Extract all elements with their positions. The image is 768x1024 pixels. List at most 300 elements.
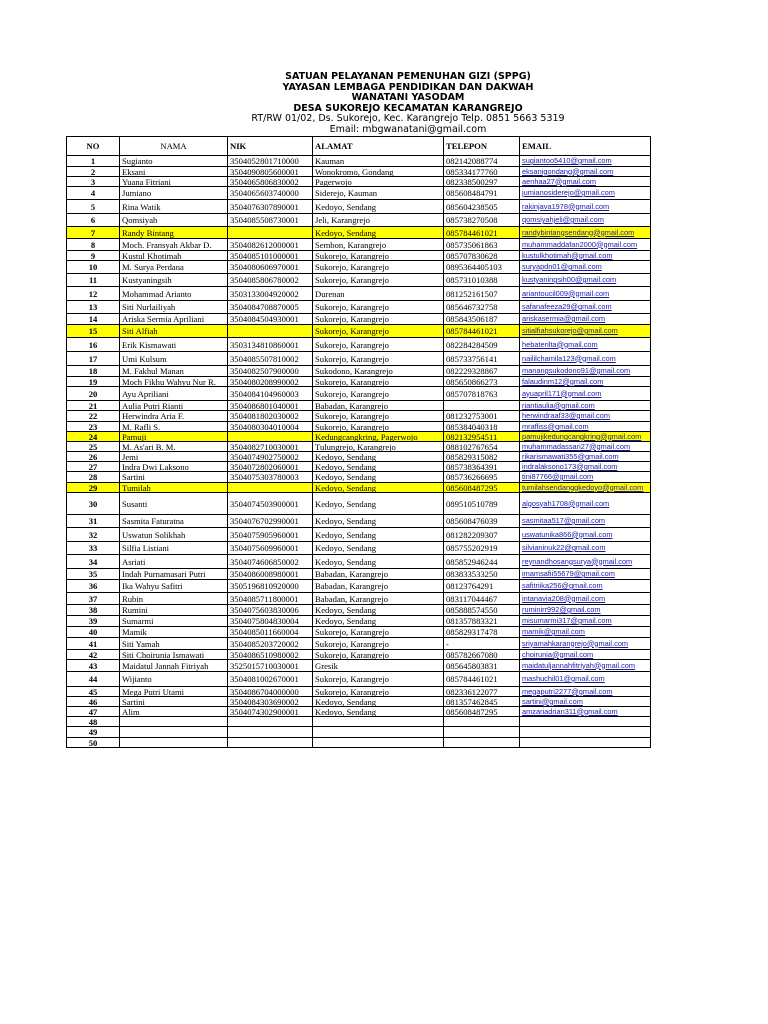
cell-email[interactable]: muhammadassari27@gmail.com — [520, 442, 651, 452]
cell-email[interactable]: naililchamila123@gmail.com — [520, 352, 651, 366]
cell-alamat: Sukorejo, Karangrejo — [313, 261, 444, 274]
cell-nik: 3503134810860001 — [228, 338, 313, 352]
cell-nama: Siti Alfiah — [120, 325, 228, 338]
cell-no: 21 — [67, 401, 120, 411]
cell-telepon: 082132954511 — [444, 432, 520, 442]
cell-telepon: 083833533250 — [444, 569, 520, 580]
table-row — [67, 301, 651, 314]
cell-alamat: Kedungcangkring, Pagerwojo — [313, 432, 444, 442]
table-row — [67, 627, 651, 638]
cell-nik: 3504082710030001 — [228, 442, 313, 452]
table-row — [67, 177, 651, 187]
cell-email[interactable]: manangsukodono91@gmail.com — [520, 366, 651, 377]
cell-nik: 3504085806780002 — [228, 274, 313, 287]
cell-nama: Herwindra Aria F. — [120, 411, 228, 422]
cell-nik: 3504074606850002 — [228, 555, 313, 569]
cell-nama: M. Surya Perdana — [120, 261, 228, 274]
header-telepon: TELEPON — [444, 137, 520, 156]
table-row — [67, 377, 651, 387]
cell-nik: 3504075804830004 — [228, 616, 313, 627]
cell-nama: Ayu Apriliani — [120, 387, 228, 401]
cell-nik: 3504085011660004 — [228, 627, 313, 638]
cell-email[interactable] — [520, 738, 651, 748]
cell-nik: 3503133004920002 — [228, 287, 313, 301]
table-row — [67, 366, 651, 377]
cell-alamat: Kedoyo, Sendang — [313, 493, 444, 515]
cell-no: 4 — [67, 187, 120, 200]
cell-nama: Jemi — [120, 452, 228, 462]
table-header-row — [67, 137, 651, 156]
cell-nama: Eksani — [120, 167, 228, 177]
table-row — [67, 314, 651, 325]
cell-nik: 3504052801710000 — [228, 156, 313, 167]
cell-no: 42 — [67, 650, 120, 660]
cell-alamat: Kedoyo, Sendang — [313, 462, 444, 472]
cell-nik — [228, 325, 313, 338]
cell-telepon: 085608476039 — [444, 515, 520, 528]
cell-telepon: 085843506187 — [444, 314, 520, 325]
table-row — [67, 493, 651, 515]
cell-email[interactable]: amzariadrian311@gmail.com — [520, 707, 651, 717]
cell-telepon: 085608487295 — [444, 483, 520, 493]
cell-nama: M. Rafli S. — [120, 422, 228, 432]
cell-telepon: 081232753001 — [444, 411, 520, 422]
cell-nik: 3504085203720002 — [228, 638, 313, 650]
cell-email[interactable]: rikarismawati355@gmail.com — [520, 452, 651, 462]
table-row — [67, 452, 651, 462]
header-nama: NAMA — [120, 137, 228, 156]
cell-nama: Alim — [120, 707, 228, 717]
cell-nik: 3504065806830002 — [228, 177, 313, 187]
cell-telepon: 085608484791 — [444, 187, 520, 200]
cell-no: 14 — [67, 314, 120, 325]
cell-telepon — [444, 738, 520, 748]
cell-alamat: Durenan — [313, 287, 444, 301]
cell-alamat: Sukorejo, Karangrejo — [313, 338, 444, 352]
cell-telepon — [444, 727, 520, 738]
cell-telepon: 083117044467 — [444, 593, 520, 605]
cell-nik: 3505196810920000 — [228, 580, 313, 593]
cell-email[interactable]: jumianosiderejo@gmail.com — [520, 187, 651, 200]
table-row — [67, 472, 651, 483]
cell-telepon: 081357883321 — [444, 616, 520, 627]
table-row — [67, 616, 651, 627]
cell-no: 28 — [67, 472, 120, 483]
table-row — [67, 352, 651, 366]
cell-email[interactable]: muhammaddafan2000@gmail.com — [520, 239, 651, 251]
table-row — [67, 156, 651, 167]
table-row — [67, 605, 651, 616]
cell-telepon: 088102767654 — [444, 442, 520, 452]
cell-no: 7 — [67, 227, 120, 239]
cell-nik: 3504085508730001 — [228, 214, 313, 227]
cell-telepon: 085645803831 — [444, 660, 520, 672]
cell-alamat: Sukorejo, Karangrejo — [313, 672, 444, 687]
cell-email[interactable]: maidatuljannahfitriyah@gmail.com — [520, 660, 651, 672]
cell-nik: 3504085507810002 — [228, 352, 313, 366]
table-row — [67, 528, 651, 542]
table-row — [67, 697, 651, 707]
cell-alamat: Sukorejo, Karangrejo — [313, 687, 444, 697]
cell-no: 16 — [67, 338, 120, 352]
cell-no: 41 — [67, 638, 120, 650]
cell-alamat: Gresik — [313, 660, 444, 672]
cell-no: 30 — [67, 493, 120, 515]
cell-no: 10 — [67, 261, 120, 274]
cell-email[interactable]: imamsafii55679@gmail.com — [520, 569, 651, 580]
cell-email[interactable]: algosyah1708@gmail.com — [520, 493, 651, 515]
cell-email[interactable]: tumilahsendanggkedoyo@gmail.com — [520, 483, 651, 493]
cell-no: 31 — [67, 515, 120, 528]
cell-email[interactable]: eksanigondang@gmail.com — [520, 167, 651, 177]
cell-nama: Asriati — [120, 555, 228, 569]
table-row — [67, 287, 651, 301]
cell-email[interactable]: intanavia208@gmail.com — [520, 593, 651, 605]
cell-email[interactable]: kustulkhotimah@gmail.com — [520, 251, 651, 261]
cell-nama: Sartini — [120, 472, 228, 483]
cell-nama: Susanti — [120, 493, 228, 515]
cell-email[interactable]: aenhaa27@gmail.com — [520, 177, 651, 187]
table-row — [67, 214, 651, 227]
cell-nik: 3504074902750002 — [228, 452, 313, 462]
cell-alamat: Sukorejo, Karangrejo — [313, 274, 444, 287]
cell-alamat: Babadan, Karangrejo — [313, 401, 444, 411]
cell-nama: Erik Kismawati — [120, 338, 228, 352]
cell-email[interactable]: safanafeeza29@gmail.com — [520, 301, 651, 314]
cell-nik: 3504076702990001 — [228, 515, 313, 528]
cell-nik: 3504090805600001 — [228, 167, 313, 177]
cell-email[interactable]: hebaterilta@gmail.com — [520, 338, 651, 352]
cell-telepon: 082336122077 — [444, 687, 520, 697]
cell-telepon: 085755202919 — [444, 542, 520, 555]
cell-nik: 3504080304010004 — [228, 422, 313, 432]
cell-no: 27 — [67, 462, 120, 472]
cell-telepon: 085852946244 — [444, 555, 520, 569]
cell-nama: Silfia Listiani — [120, 542, 228, 555]
cell-nama: Maidatul Jannah Fitriyah — [120, 660, 228, 672]
cell-alamat: Kedoyo, Sendang — [313, 472, 444, 483]
cell-telepon: 082229328867 — [444, 366, 520, 377]
cell-email[interactable]: rakinjava1978@gmail.com — [520, 200, 651, 214]
cell-telepon: 085888574550 — [444, 605, 520, 616]
table-row — [67, 687, 651, 697]
cell-telepon: 082338500297 — [444, 177, 520, 187]
cell-alamat: Jeli, Karangrejo — [313, 214, 444, 227]
header-nik: NIK — [228, 137, 313, 156]
cell-no: 13 — [67, 301, 120, 314]
cell-nama — [120, 727, 228, 738]
cell-alamat: Sembon, Karangrejo — [313, 239, 444, 251]
cell-nik: 3504085101000001 — [228, 251, 313, 261]
cell-telepon: 085707830628 — [444, 251, 520, 261]
cell-email[interactable]: silvianinuk22@gmail.com — [520, 542, 651, 555]
cell-nama: M. Fakhul Manan — [120, 366, 228, 377]
cell-alamat: Sukorejo, Karangrejo — [313, 650, 444, 660]
cell-email[interactable]: reynandhosangsurya@gmail.com — [520, 555, 651, 569]
cell-email[interactable]: randybintangsendang@gmail.com — [520, 227, 651, 239]
cell-telepon: 085604238505 — [444, 200, 520, 214]
cell-nama: Tumilah — [120, 483, 228, 493]
cell-email[interactable]: choirunia@gmail.com — [520, 650, 651, 660]
cell-alamat: Sukorejo, Karangrejo — [313, 301, 444, 314]
cell-alamat: Sukorejo, Karangrejo — [313, 251, 444, 261]
cell-nik: 3504084303690002 — [228, 697, 313, 707]
cell-no: 5 — [67, 200, 120, 214]
cell-telepon: 085731010388 — [444, 274, 520, 287]
table-row — [67, 660, 651, 672]
cell-no: 12 — [67, 287, 120, 301]
cell-alamat: Kauman — [313, 156, 444, 167]
cell-nama: Moch. Fransyah Akbar D. — [120, 239, 228, 251]
cell-nik: 3504081802030002 — [228, 411, 313, 422]
table-row — [67, 274, 651, 287]
header-address: RT/RW 01/02, Ds. Sukorejo, Kec. Karangrejo Telp. 0851 5663 5319 — [251, 113, 565, 125]
table-row — [67, 515, 651, 528]
cell-alamat: Sukorejo, Karangrejo — [313, 352, 444, 366]
table-row — [67, 200, 651, 214]
cell-telepon: 085707818763 — [444, 387, 520, 401]
cell-telepon: - — [444, 638, 520, 650]
cell-telepon: 085733756141 — [444, 352, 520, 366]
cell-nama: Kustyaningsih — [120, 274, 228, 287]
cell-telepon: 0895364405103 — [444, 261, 520, 274]
cell-email[interactable]: ariskasermia@gmail.com — [520, 314, 651, 325]
table-row — [67, 593, 651, 605]
table-row — [67, 325, 651, 338]
cell-no: 29 — [67, 483, 120, 493]
cell-email[interactable] — [520, 727, 651, 738]
cell-email[interactable]: sriyamahkarangrejo@gmail.com — [520, 638, 651, 650]
cell-nama: Uswatun Solikhah — [120, 528, 228, 542]
cell-nama: Rina Watik — [120, 200, 228, 214]
cell-email[interactable]: ariantoucil009@gmail.com — [520, 287, 651, 301]
table-row — [67, 580, 651, 593]
cell-alamat: Sukorejo, Karangrejo — [313, 314, 444, 325]
table-row — [67, 251, 651, 261]
cell-nama: Randy Bintang — [120, 227, 228, 239]
cell-no: 3 — [67, 177, 120, 187]
cell-email[interactable]: safitriika256@gmail.com — [520, 580, 651, 593]
cell-alamat: Kedoyo, Sendang — [313, 528, 444, 542]
cell-telepon: 085334177760 — [444, 167, 520, 177]
header-title-desa: DESA SUKOREJO KECAMATAN KARANGREJO — [293, 102, 523, 114]
cell-nama: Umi Kulsum — [120, 352, 228, 366]
cell-nik: 3504075303780003 — [228, 472, 313, 483]
cell-email[interactable]: suryapdn01@gmail.com — [520, 261, 651, 274]
cell-nik: 3504075609960001 — [228, 542, 313, 555]
cell-no: 33 — [67, 542, 120, 555]
cell-email[interactable]: tini87766@gmail.com — [520, 472, 651, 483]
cell-nik: 3504084104960003 — [228, 387, 313, 401]
cell-no: 8 — [67, 239, 120, 251]
cell-no: 26 — [67, 452, 120, 462]
cell-telepon: 089510510789 — [444, 493, 520, 515]
cell-alamat: Wonokromo, Gondang — [313, 167, 444, 177]
cell-email[interactable]: mamik@gmail.com — [520, 627, 651, 638]
cell-alamat: Sukorejo, Karangrejo — [313, 387, 444, 401]
cell-no: 6 — [67, 214, 120, 227]
cell-alamat: Pagerwojo — [313, 177, 444, 187]
cell-telepon: 085738364391 — [444, 462, 520, 472]
cell-email[interactable] — [520, 717, 651, 727]
cell-alamat: Kedoyo, Sendang — [313, 227, 444, 239]
table-row — [67, 227, 651, 239]
cell-nik — [228, 717, 313, 727]
cell-telepon: 085784461021 — [444, 325, 520, 338]
cell-nama: Qomsiyah — [120, 214, 228, 227]
cell-telepon: 085738270508 — [444, 214, 520, 227]
cell-nik: 3504084708870005 — [228, 301, 313, 314]
cell-email[interactable]: falaudinm12@gmail.com — [520, 377, 651, 387]
cell-email[interactable]: ruminirr992@gmail.com — [520, 605, 651, 616]
cell-no: 49 — [67, 727, 120, 738]
cell-telepon: 081357462845 — [444, 697, 520, 707]
table-row — [67, 401, 651, 411]
cell-telepon: 081282209307 — [444, 528, 520, 542]
cell-telepon: 085735061863 — [444, 239, 520, 251]
cell-email[interactable]: ayuapril171@gmail.com — [520, 387, 651, 401]
cell-alamat: Babadan, Karangrejo — [313, 580, 444, 593]
cell-nik: 3504075603830006 — [228, 605, 313, 616]
table-row — [67, 638, 651, 650]
table-row — [67, 727, 651, 738]
cell-email[interactable]: sitialfiahsukorejo@gmail.com — [520, 325, 651, 338]
cell-nama: Aulia Putri Rianti — [120, 401, 228, 411]
cell-telepon: 085650866273 — [444, 377, 520, 387]
cell-nama: Pamuji — [120, 432, 228, 442]
cell-telepon: 08123764291 — [444, 580, 520, 593]
header-title-sppg: SATUAN PELAYANAN PEMENUHAN GIZI (SPPG) — [285, 71, 531, 82]
cell-email[interactable]: riantiaulia@gmail.com — [520, 401, 651, 411]
cell-no: 25 — [67, 442, 120, 452]
cell-nama: Sugianto — [120, 156, 228, 167]
cell-no: 17 — [67, 352, 120, 366]
cell-email[interactable]: qomsiyahjeli@gmail.com — [520, 214, 651, 227]
cell-nik: 3504086510980002 — [228, 650, 313, 660]
cell-no: 35 — [67, 569, 120, 580]
cell-alamat: Kedoyo, Sendang — [313, 515, 444, 528]
cell-nama: Wijianto — [120, 672, 228, 687]
cell-email[interactable]: sasmitaa517@gmail.com — [520, 515, 651, 528]
cell-no: 45 — [67, 687, 120, 697]
cell-no: 22 — [67, 411, 120, 422]
cell-telepon: 082284284509 — [444, 338, 520, 352]
cell-no: 2 — [67, 167, 120, 177]
table-row — [67, 569, 651, 580]
cell-nama: Sumarmi — [120, 616, 228, 627]
cell-no: 1 — [67, 156, 120, 167]
cell-nama: Ariska Sermia Apriliani — [120, 314, 228, 325]
cell-telepon: 085829315082 — [444, 452, 520, 462]
cell-nik: 3504082612000001 — [228, 239, 313, 251]
header-title-yayasan: YAYASAN LEMBAGA PENDIDIKAN DAN DAKWAH — [282, 81, 534, 93]
cell-telepon: 082142088774 — [444, 156, 520, 167]
cell-nama: Rumini — [120, 605, 228, 616]
table-row — [67, 261, 651, 274]
cell-nik: 3504081002670001 — [228, 672, 313, 687]
cell-no: 11 — [67, 274, 120, 287]
cell-telepon: 085784461021 — [444, 227, 520, 239]
cell-no: 40 — [67, 627, 120, 638]
table-row — [67, 555, 651, 569]
cell-nama: Indah Purnamasari Putri — [120, 569, 228, 580]
table-row — [67, 338, 651, 352]
cell-nik: 3504075905960001 — [228, 528, 313, 542]
table-row — [67, 717, 651, 727]
cell-email[interactable]: mashuchil01@gmail.com — [520, 672, 651, 687]
cell-no: 9 — [67, 251, 120, 261]
table-row — [67, 239, 651, 251]
cell-alamat: Sukorejo, Karangrejo — [313, 627, 444, 638]
cell-nik — [228, 727, 313, 738]
cell-email[interactable]: herwindraaf33@gmail.com — [520, 411, 651, 422]
table-row — [67, 542, 651, 555]
cell-nik: 3504086008980001 — [228, 569, 313, 580]
cell-email[interactable]: uswatunika866@gmail.com — [520, 528, 651, 542]
header-alamat: ALAMAT — [313, 137, 444, 156]
cell-alamat: Kedoyo, Sendang — [313, 707, 444, 717]
cell-nama: M. As'ari B. M. — [120, 442, 228, 452]
cell-nik: 3504072802060001 — [228, 462, 313, 472]
cell-nik: 3504086801040001 — [228, 401, 313, 411]
cell-no: 44 — [67, 672, 120, 687]
cell-nik: 3504085711800001 — [228, 593, 313, 605]
cell-email[interactable]: mrafliss@gmail.com — [520, 422, 651, 432]
cell-email[interactable]: misumarmi317@gmail.com — [520, 616, 651, 627]
header-no: NO — [67, 137, 120, 156]
cell-nama: Mega Putri Utami — [120, 687, 228, 697]
table-row — [67, 387, 651, 401]
table-row — [67, 442, 651, 452]
table-body — [67, 156, 651, 748]
table-row — [67, 167, 651, 177]
cell-alamat: Kedoyo, Sendang — [313, 542, 444, 555]
cell-nama: Ika Wahyu Safitri — [120, 580, 228, 593]
cell-email[interactable]: sugiantoo5410@gmail.com — [520, 156, 651, 167]
cell-nik: 3504065603740000 — [228, 187, 313, 200]
cell-email[interactable]: sartini@gmail.com — [520, 697, 651, 707]
cell-email[interactable]: kustyaningsih00@gmail.com — [520, 274, 651, 287]
member-table — [66, 136, 651, 748]
cell-email[interactable]: indralaksono173@gmail.com — [520, 462, 651, 472]
cell-no: 19 — [67, 377, 120, 387]
cell-alamat — [313, 727, 444, 738]
cell-alamat: Tulungrejo, Karangrejo — [313, 442, 444, 452]
cell-alamat: Sukorejo, Karangrejo — [313, 325, 444, 338]
cell-nama: Kustul Khotimah — [120, 251, 228, 261]
cell-email[interactable]: megaputri2277@gmail.com — [520, 687, 651, 697]
cell-no: 34 — [67, 555, 120, 569]
cell-nik: 3525015710030001 — [228, 660, 313, 672]
cell-telepon — [444, 717, 520, 727]
cell-nama: Jumiano — [120, 187, 228, 200]
cell-telepon: 085646732758 — [444, 301, 520, 314]
cell-no: 15 — [67, 325, 120, 338]
cell-nama: Sartini — [120, 697, 228, 707]
cell-nik: 3504074503900001 — [228, 493, 313, 515]
cell-alamat: Sukorejo, Karangrejo — [313, 411, 444, 422]
cell-nama: Moch Fikhu Wahyu Nur R. — [120, 377, 228, 387]
header-email: Email: mbgwanatani@gmail.com — [329, 123, 487, 135]
cell-email[interactable]: pamujikedungcangkring@gmail.com — [520, 432, 651, 442]
cell-telepon: 085782667080 — [444, 650, 520, 660]
cell-alamat: Babadan, Karangrejo — [313, 569, 444, 580]
cell-no: 46 — [67, 697, 120, 707]
cell-nama: Mohammad Arianto — [120, 287, 228, 301]
cell-nama: Sasmita Faturatna — [120, 515, 228, 528]
cell-telepon: 085784461021 — [444, 672, 520, 687]
cell-alamat: Kedoyo, Sendang — [313, 555, 444, 569]
